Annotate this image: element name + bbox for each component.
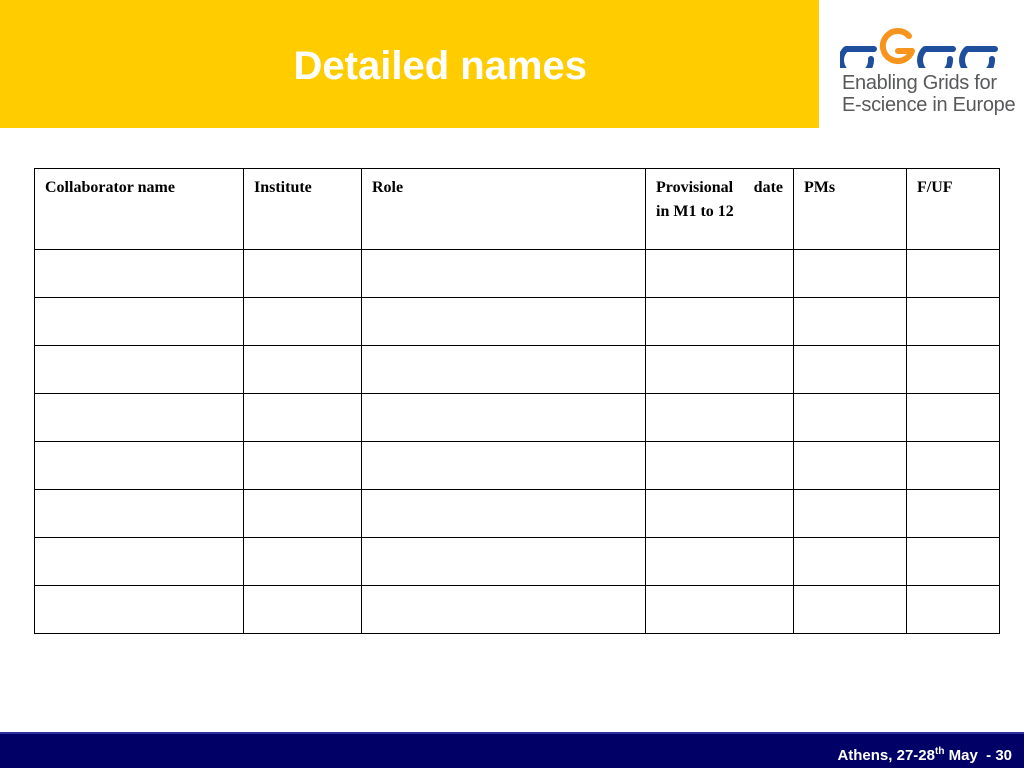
table-body <box>35 250 1000 634</box>
table-cell[interactable] <box>244 394 362 442</box>
table-cell[interactable] <box>646 394 794 442</box>
table-row <box>35 586 1000 634</box>
table-cell[interactable] <box>244 250 362 298</box>
logo-tagline-line1: Enabling Grids for <box>842 72 997 94</box>
table-cell[interactable] <box>646 346 794 394</box>
table-cell[interactable] <box>362 490 646 538</box>
table-cell[interactable] <box>244 538 362 586</box>
footer-band <box>0 732 1024 768</box>
table-cell[interactable] <box>794 346 907 394</box>
table-cell[interactable] <box>362 394 646 442</box>
table-cell[interactable] <box>244 442 362 490</box>
table-cell[interactable] <box>35 298 244 346</box>
header-band <box>0 0 819 128</box>
table-row <box>35 394 1000 442</box>
table-cell[interactable] <box>646 442 794 490</box>
table-cell[interactable] <box>907 298 1000 346</box>
table-cell[interactable] <box>362 538 646 586</box>
column-header-pms: PMs <box>794 169 907 250</box>
table-cell[interactable] <box>646 586 794 634</box>
table-cell[interactable] <box>907 346 1000 394</box>
table-cell[interactable] <box>907 250 1000 298</box>
footer-superscript: th <box>934 746 945 757</box>
collaborator-table <box>34 168 1000 634</box>
table-cell[interactable] <box>244 298 362 346</box>
table-cell[interactable] <box>794 250 907 298</box>
logo-tagline-line2: E-science in Europe <box>842 94 1016 116</box>
column-header-provisional-date: Provisional date in M1 to 12 <box>646 169 794 250</box>
column-header-fuf: F/UF <box>907 169 1000 250</box>
table-cell[interactable] <box>646 538 794 586</box>
table-cell[interactable] <box>35 346 244 394</box>
table-cell[interactable] <box>794 586 907 634</box>
table-cell[interactable] <box>794 298 907 346</box>
table-row <box>35 298 1000 346</box>
table-cell[interactable] <box>362 586 646 634</box>
table-cell[interactable] <box>35 490 244 538</box>
table-cell[interactable] <box>35 442 244 490</box>
footer-text <box>837 747 1012 765</box>
page-number: 30 <box>995 747 1012 764</box>
table-row <box>35 346 1000 394</box>
table-cell[interactable] <box>244 346 362 394</box>
table-cell[interactable] <box>794 538 907 586</box>
table-cell[interactable] <box>35 394 244 442</box>
table-cell[interactable] <box>362 250 646 298</box>
table-cell[interactable] <box>794 442 907 490</box>
slide-title: Detailed names <box>293 44 587 88</box>
logo-tagline <box>842 72 1015 116</box>
column-header-collaborator-name: Collaborator name <box>35 169 244 250</box>
table-cell[interactable] <box>35 538 244 586</box>
table-row <box>35 538 1000 586</box>
table-cell[interactable] <box>646 490 794 538</box>
table-row <box>35 442 1000 490</box>
egee-wordmark-icon <box>840 26 1005 68</box>
footer-month: May <box>948 747 978 764</box>
table-cell[interactable] <box>244 490 362 538</box>
table-cell[interactable] <box>794 490 907 538</box>
column-header-role: Role <box>362 169 646 250</box>
table-cell[interactable] <box>362 442 646 490</box>
table-cell[interactable] <box>794 394 907 442</box>
table-cell[interactable] <box>35 586 244 634</box>
table-cell[interactable] <box>35 250 244 298</box>
table-cell[interactable] <box>646 250 794 298</box>
table-row <box>35 490 1000 538</box>
table-cell[interactable] <box>646 298 794 346</box>
table-cell[interactable] <box>362 346 646 394</box>
table-cell[interactable] <box>907 442 1000 490</box>
table-header-row <box>35 169 1000 250</box>
table-cell[interactable] <box>907 490 1000 538</box>
table-cell[interactable] <box>907 538 1000 586</box>
column-header-institute: Institute <box>244 169 362 250</box>
table-row <box>35 250 1000 298</box>
table-cell[interactable] <box>907 394 1000 442</box>
egee-logo <box>840 26 1016 121</box>
footer-location-date: Athens, 27-28 <box>837 747 935 764</box>
table-cell[interactable] <box>362 298 646 346</box>
table-cell[interactable] <box>907 586 1000 634</box>
footer-separator: - <box>986 747 992 764</box>
table-cell[interactable] <box>244 586 362 634</box>
